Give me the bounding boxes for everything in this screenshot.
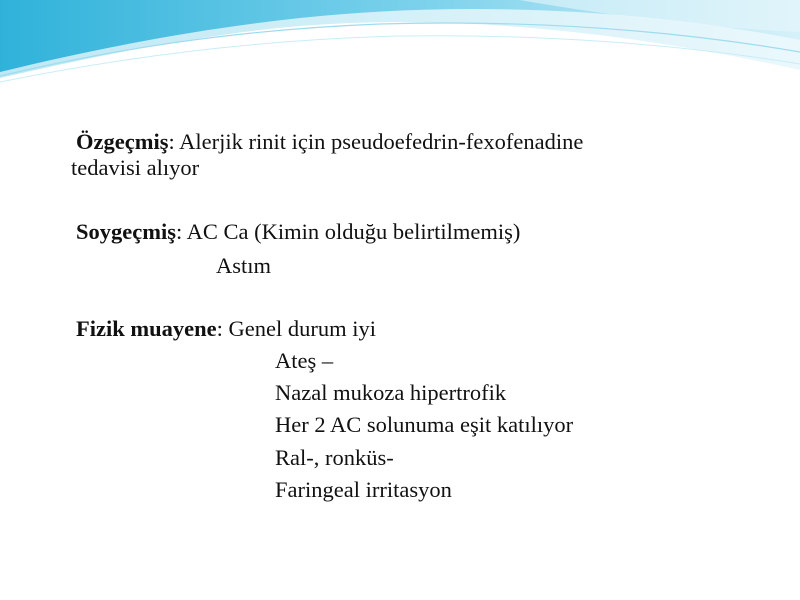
fizik-line	[76, 318, 376, 341]
ozgecmis-line-2: tedavisi alıyor	[71, 155, 200, 180]
soygecmis-line	[76, 221, 520, 244]
ozgecmis-line	[76, 131, 583, 154]
finding-item: Ral-, ronküs-	[275, 445, 394, 470]
soygecmis-label: Soygeçmiş	[76, 219, 176, 244]
soygecmis-extra: Astım	[216, 253, 272, 278]
finding-item: Ateş –	[275, 348, 334, 373]
header-wave-decoration	[0, 0, 800, 110]
fizik-label: Fizik muayene	[76, 316, 217, 341]
finding-item: Nazal mukoza hipertrofik	[275, 380, 507, 405]
ozgecmis-text: : Alerjik rinit için pseudoefedrin-fexofenadine	[168, 129, 584, 154]
finding-item: Her 2 AC solunuma eşit katılıyor	[275, 412, 574, 437]
finding-item: Faringeal irritasyon	[275, 477, 452, 502]
ozgecmis-label: Özgeçmiş	[76, 129, 169, 154]
fizik-text: : Genel durum iyi	[216, 316, 376, 341]
soygecmis-text: : AC Ca (Kimin olduğu belirtilmemiş)	[176, 219, 521, 244]
